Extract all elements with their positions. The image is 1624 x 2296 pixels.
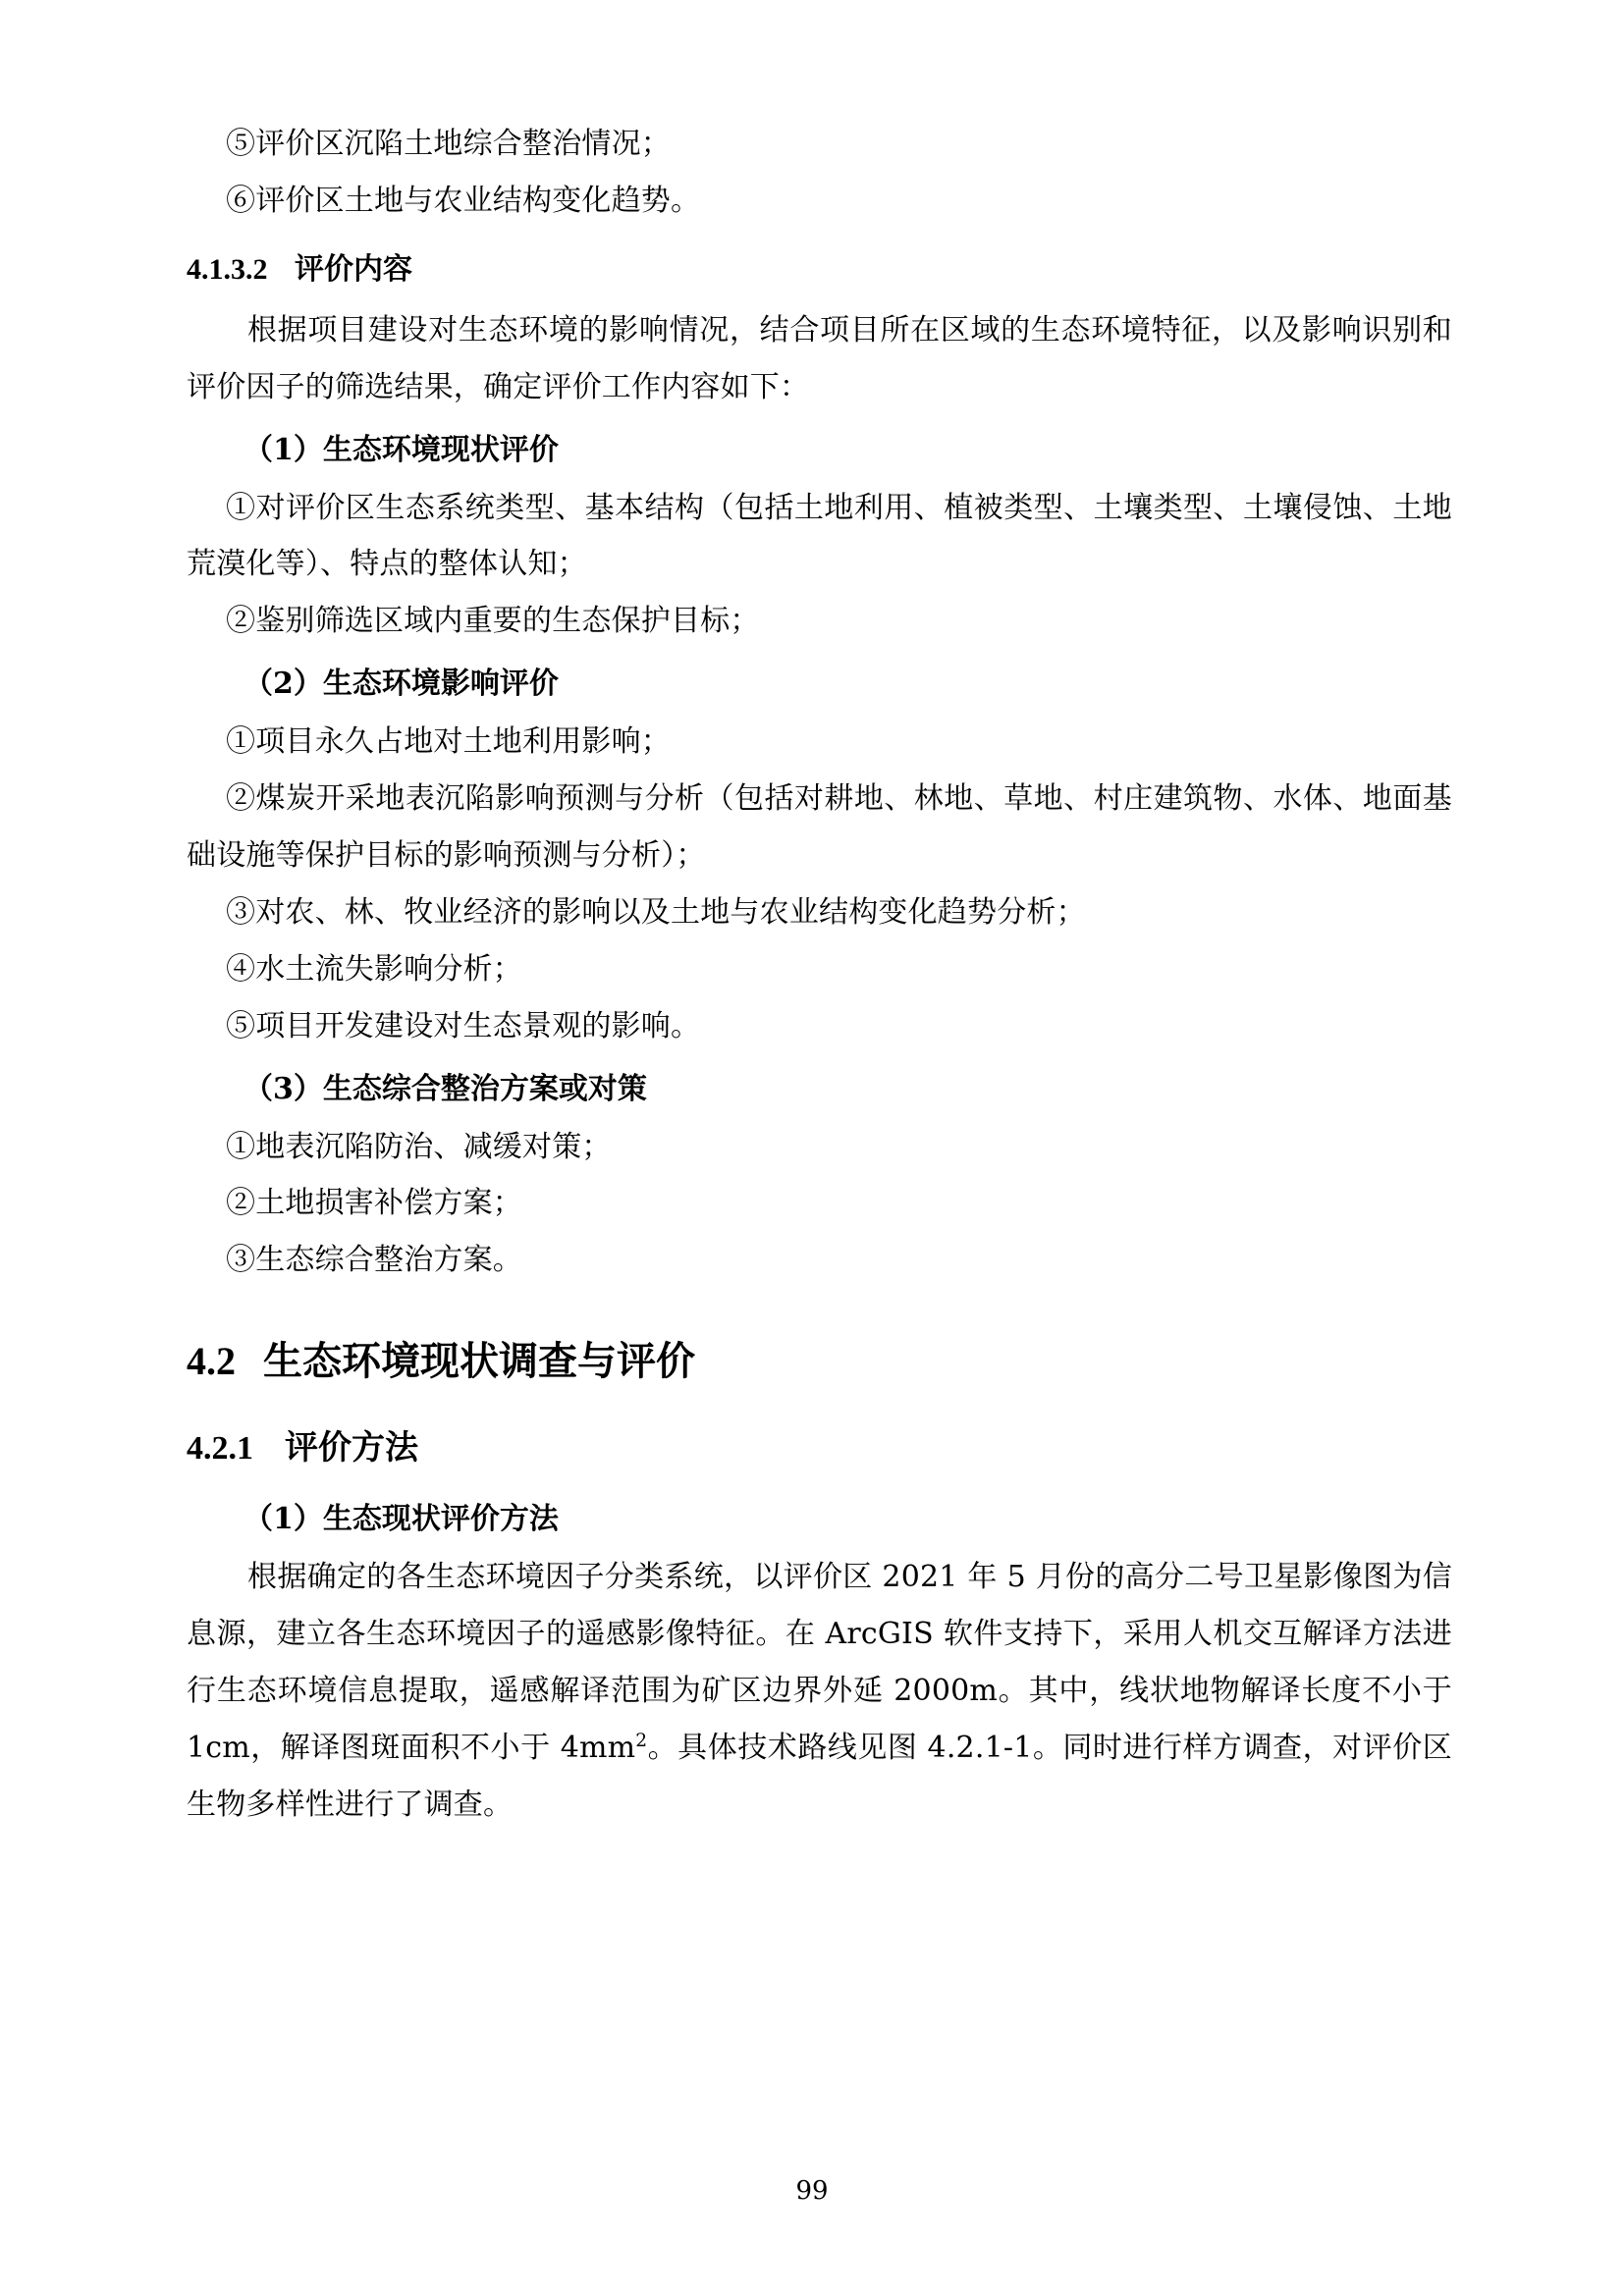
section-heading-4-1-3-2	[187, 243, 1452, 296]
paragraph-segment-2: 。具体技术路线见图 4.2.1-1。同时进行样方调查，对评价区生物多样性进行了调查。	[187, 1730, 1452, 1822]
section-title: 评价内容	[295, 251, 412, 287]
list-item: ①地表沉陷防治、减缓对策；	[226, 1129, 612, 1164]
page-number: 99	[795, 2176, 829, 2206]
section-number: 4.2	[187, 1339, 236, 1384]
list-item: ②鉴别筛选区域内重要的生态保护目标；	[226, 604, 760, 639]
paragraph-segment-1: 根据确定的各生态环境因子分类系统，以评价区 2021 年 5 月份的高分二号卫星影像图为信息源，建立各生态环境因子的遥感影像特征。在 ArcGIS 软件支持下，采用人机交互解译方法进行生态环境信息提取，遥感解译范围为矿区边界外延 2000m。其中，线状地物解译长度不小于 1cm，解译图斑面积不小于 4mm	[187, 1560, 1452, 1765]
list-item: ①对评价区生态系统类型、基本结构（包括土地利用、植被类型、土壤类型、土壤侵蚀、土地荒漠化等）、特点的整体认知；	[187, 490, 1452, 582]
list-item: ②土地损害补偿方案；	[226, 1186, 522, 1221]
subsection-label-3: （3）生态综合整治方案或对策	[244, 1071, 647, 1106]
section-number: 4.2.1	[187, 1430, 253, 1468]
list-item: ⑥评价区土地与农业结构变化趋势。	[226, 183, 701, 218]
list-item: ⑤项目开发建设对生态景观的影响。	[226, 1008, 701, 1043]
section-heading-4-2	[187, 1328, 1452, 1395]
paragraph: 根据项目建设对生态环境的影响情况，结合项目所在区域的生态环境特征，以及影响识别和评价因子的筛选结果，确定评价工作内容如下：	[187, 312, 1452, 404]
subsection-label-2: （2）生态环境影响评价	[244, 667, 559, 702]
list-item: ③对农、林、牧业经济的影响以及土地与农业结构变化趋势分析；	[226, 894, 1086, 930]
subsection-label-1: （1）生态环境现状评价	[244, 432, 559, 467]
section-number: 4.1.3.2	[187, 252, 268, 286]
list-item: ②煤炭开采地表沉陷影响预测与分析（包括对耕地、林地、草地、村庄建筑物、水体、地面基础设施等保护目标的影响预测与分析）；	[187, 781, 1452, 874]
list-item: ④水土流失影响分析；	[226, 951, 522, 987]
list-item: ⑤评价区沉陷土地综合整治情况；	[226, 127, 671, 161]
paragraph-method	[187, 1549, 1452, 1833]
list-item: ①项目永久占地对土地利用影响；	[226, 724, 671, 760]
section-heading-4-2-1	[187, 1420, 1452, 1477]
subsection-label-method-1: （1）生态现状评价方法	[244, 1502, 559, 1537]
section-title: 生态环境现状调查与评价	[263, 1338, 695, 1385]
section-title: 评价方法	[285, 1428, 418, 1468]
superscript-exponent: 2	[635, 1730, 648, 1751]
list-item: ③生态综合整治方案。	[226, 1243, 522, 1278]
